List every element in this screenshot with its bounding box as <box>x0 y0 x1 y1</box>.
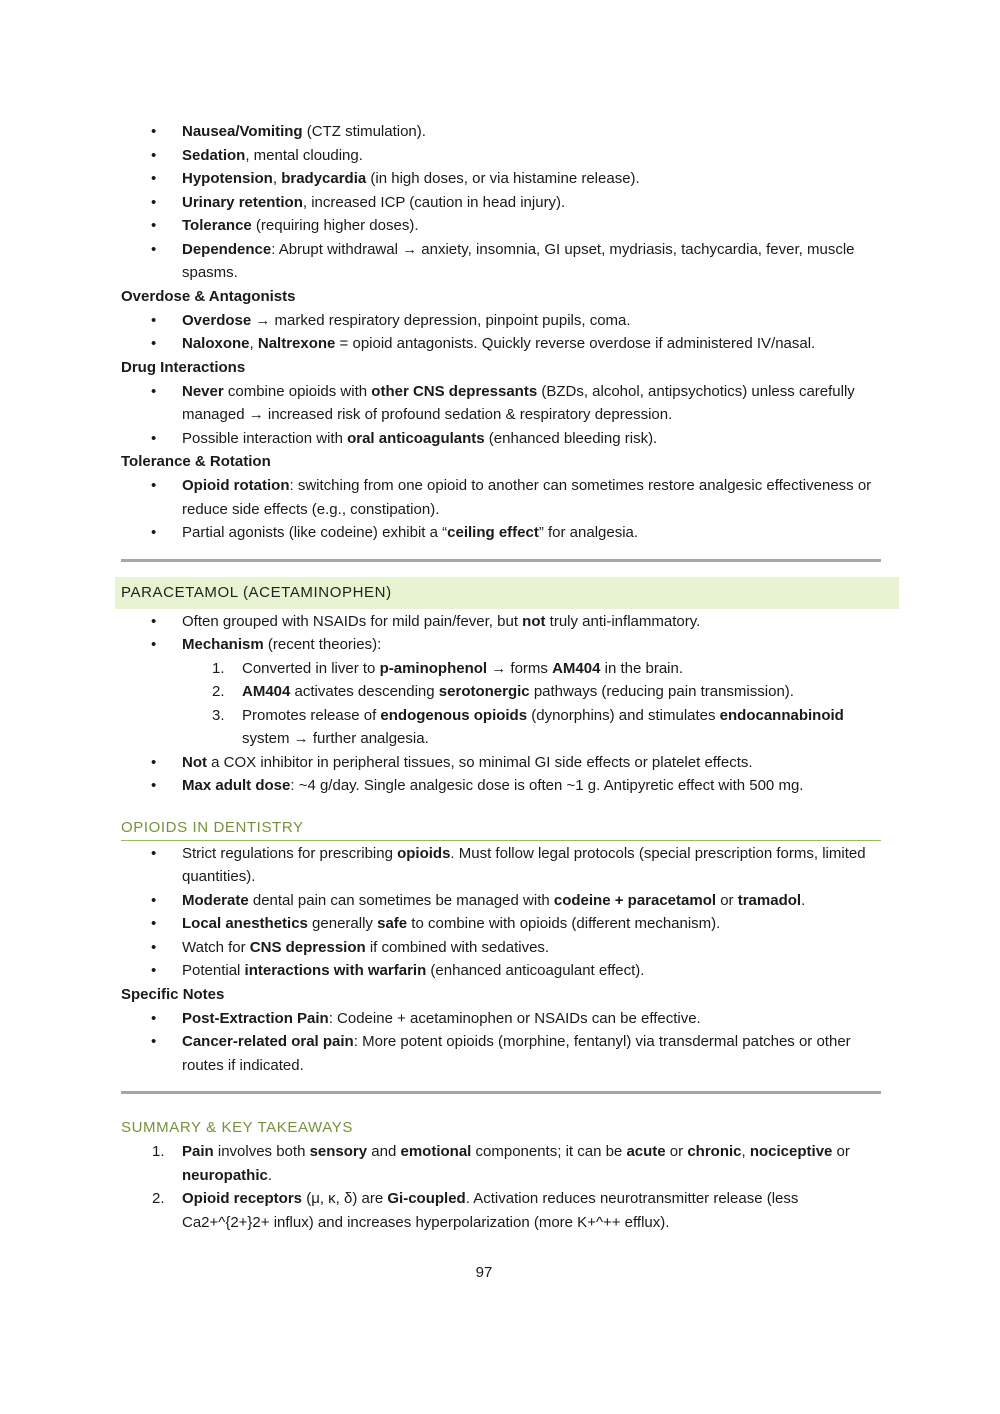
overdose-heading: Overdose & Antagonists <box>121 287 296 305</box>
drug-interactions-heading: Drug Interactions <box>121 358 246 376</box>
list-item: • Max adult dose: ~4 g/day. Single analgesic dose is often ~1 g. Antipyretic effect with 500 mg. <box>121 774 881 798</box>
page-number: 97 <box>475 1264 493 1281</box>
list-item: • Dependence: Abrupt withdrawal → anxiety, insomnia, GI upset, mydriasis, tachycardia, fever, muscle spasms. <box>121 238 881 285</box>
overdose-list <box>121 309 881 356</box>
list-item: • Possible interaction with oral anticoagulants (enhanced bleeding risk). <box>121 427 881 451</box>
mechanism-steps <box>121 657 881 751</box>
side-effects-list <box>121 120 881 285</box>
list-item: 2. Opioid receptors (μ, κ, δ) are Gi-coupled. Activation reduces neurotransmitter release (less Ca2+^{2+}2+ influx) and increases hyperpolarization (more K+^++ efflux). <box>152 1190 799 1231</box>
list-item: • Never combine opioids with other CNS depressants (BZDs, alcohol, antipsychotics) unless carefully managed → increased risk of profound sedation & respiratory depression. <box>121 380 881 427</box>
drug-interactions-list <box>121 380 881 451</box>
list-item: • Strict regulations for prescribing opioids. Must follow legal protocols (special prescription forms, limited quantities). <box>121 842 881 889</box>
list-item: • Potential interactions with warfarin (enhanced anticoagulant effect). <box>121 959 881 983</box>
page-content <box>121 120 881 1234</box>
list-item: • Moderate dental pain can sometimes be managed with codeine + paracetamol or tramadol. <box>121 889 881 913</box>
list-item: • Nausea/Vomiting (CTZ stimulation). <box>121 120 881 144</box>
list-item: 3. Promotes release of endogenous opioids (dynorphins) and stimulates endocannabinoid system → further analgesia. <box>212 706 844 747</box>
specific-notes-heading: Specific Notes <box>121 985 225 1003</box>
list-item: 1. Converted in liver to p-aminophenol → forms AM404 in the brain. <box>212 659 684 677</box>
tolerance-rotation-heading: Tolerance & Rotation <box>121 453 271 470</box>
list-item: • Mechanism (recent theories): <box>121 633 881 657</box>
list-item: • Post-Extraction Pain: Codeine + acetaminophen or NSAIDs can be effective. <box>121 1007 881 1031</box>
paracetamol-list-2 <box>121 751 881 798</box>
list-item: • Not a COX inhibitor in peripheral tissues, so minimal GI side effects or platelet effects. <box>121 751 881 775</box>
paracetamol-list <box>121 610 881 657</box>
list-item: • Overdose → marked respiratory depression, pinpoint pupils, coma. <box>121 309 881 333</box>
list-item: • Local anesthetics generally safe to combine with opioids (different mechanism). <box>121 912 881 936</box>
list-item: • Cancer-related oral pain: More potent opioids (morphine, fentanyl) via transdermal patches or other routes if indicated. <box>121 1030 881 1077</box>
list-item: 1. Pain involves both sensory and emotional components; it can be acute or chronic, nociceptive or neuropathic. <box>152 1143 850 1184</box>
list-item: • Watch for CNS depression if combined with sedatives. <box>121 936 881 960</box>
paracetamol-heading: PARACETAMOL (ACETAMINOPHEN) <box>115 577 899 609</box>
list-item: • Opioid rotation: switching from one opioid to another can sometimes restore analgesic effectiveness or reduce side effects (e.g., constipation). <box>121 474 881 521</box>
list-item: • Hypotension, bradycardia (in high doses, or via histamine release). <box>121 167 881 191</box>
list-item: • Sedation, mental clouding. <box>121 144 881 168</box>
list-item: • Often grouped with NSAIDs for mild pain/fever, but not truly anti-inflammatory. <box>121 610 881 634</box>
list-item: 2. AM404 activates descending serotonergic pathways (reducing pain transmission). <box>212 683 794 700</box>
dentistry-list <box>121 842 881 983</box>
list-item: • Urinary retention, increased ICP (caution in head injury). <box>121 191 881 215</box>
list-item: • Naloxone, Naltrexone = opioid antagonists. Quickly reverse overdose if administered IV/nasal. <box>121 332 881 356</box>
specific-notes-list <box>121 1007 881 1078</box>
list-item: • Tolerance (requiring higher doses). <box>121 214 881 238</box>
summary-list <box>121 1140 881 1234</box>
dentistry-heading: OPIOIDS IN DENTISTRY <box>121 816 881 841</box>
summary-heading: SUMMARY & KEY TAKEAWAYS <box>121 1119 353 1136</box>
list-item: • Partial agonists (like codeine) exhibit a “ceiling effect” for analgesia. <box>121 521 881 545</box>
tolerance-rotation-list <box>121 474 881 545</box>
